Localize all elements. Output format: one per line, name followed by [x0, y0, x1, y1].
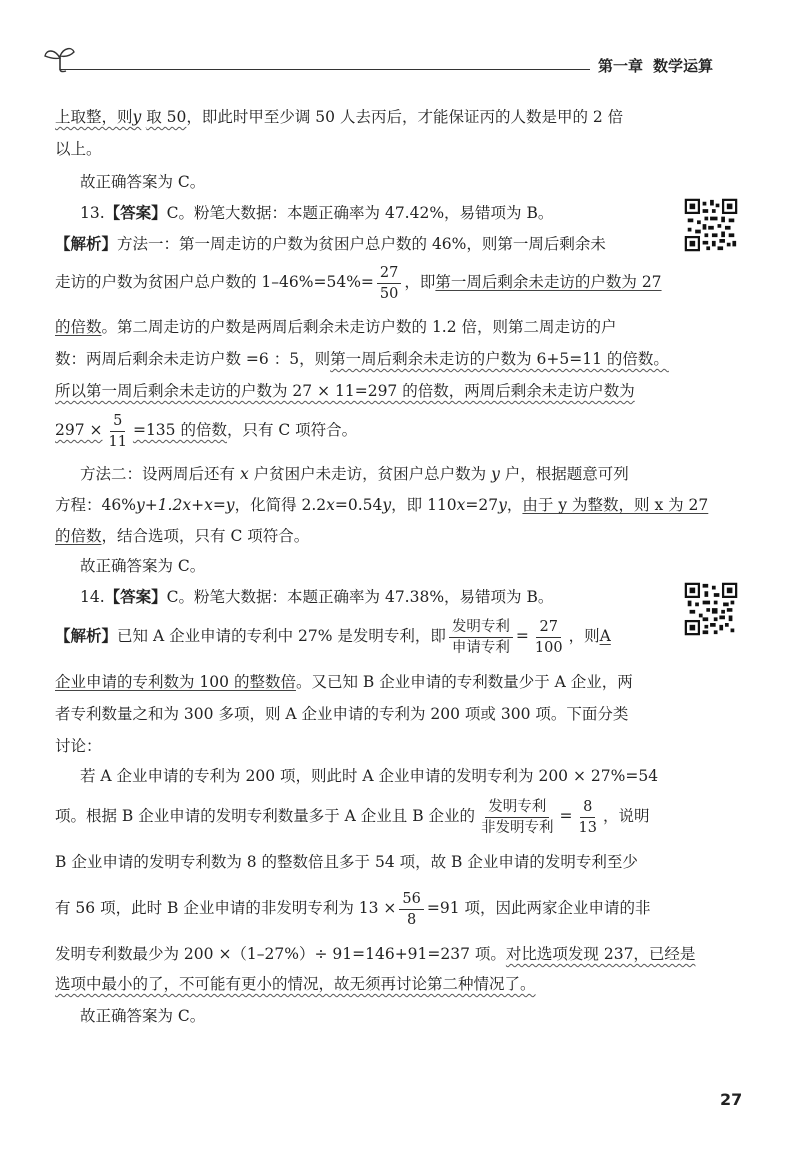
text-line: 发明专利数最少为 200 ×（1–27%）÷ 91=146+91=237 项。对比选项发现 237，已经是 — [55, 945, 696, 963]
text-line: 者专利数量之和为 300 多项，则 A 企业申请的专利为 200 项或 300 项。下面分类 — [55, 705, 629, 723]
text-line: 的倍数，结合选项，只有 C 项符合。 — [55, 527, 310, 545]
text-line: 297 × $\frac{5}{11}$ =135 的倍数，只有 C 项符合。 — [55, 412, 358, 450]
text-line: 方法二：设两周后还有 x 户贫困户未走访，贫困户总户数为 y 户，根据题意可列 — [80, 465, 629, 483]
fraction: $\frac{\text{发明专利}}{\text{非发明专利}}$ — [481, 798, 554, 836]
text-line: 的倍数。第二周走访的户数是两周后剩余未走访户数的 1.2 倍，则第二周走访的户 — [55, 318, 617, 336]
fraction: $\frac{8}{13}$ — [578, 798, 597, 836]
text-line: 讨论： — [55, 737, 102, 755]
fraction: $\frac{27}{50}$ — [377, 263, 401, 304]
text-line: 企业申请的专利数为 100 的整数倍。又已知 B 企业申请的专利数量少于 A 企业，两 — [55, 673, 633, 691]
text-line: 若 A 企业申请的专利为 200 项，则此时 A 企业申请的发明专利为 200 × 27%=54 — [80, 767, 659, 785]
text-line: 故正确答案为 C。 — [80, 557, 206, 575]
text-line: 所以第一周后剩余未走访的户数为 27 × 11=297 的倍数，两周后剩余未走访户数为 — [55, 382, 635, 400]
page-number: 27 — [720, 1090, 743, 1109]
fraction: $\frac{27}{100}$ — [534, 618, 563, 656]
text-line: 以上。 — [55, 140, 102, 158]
fraction: $\frac{5}{11}$ — [108, 412, 127, 450]
text-line: B 企业申请的发明专利数为 8 的整数倍且多于 54 项，故 B 企业申请的发明专利至少 — [55, 853, 638, 871]
text-line: 上取整，则y 取 50，即此时甲至少调 50 人去丙后，才能保证丙的人数是甲的 2 倍 — [55, 108, 624, 126]
text-line: 有 56 项，此时 B 企业申请的非发明专利为 13 × $\frac{56}{8}$ =91 项，因此两家企业申请的非 — [55, 890, 651, 928]
fraction: $\frac{\text{发明专利}}{\text{申请专利}}$ — [449, 617, 513, 658]
analysis-14: 【解析】已知 A 企业申请的专利中 27% 是发明专利，即 $\frac{\text{发明专利}}{\text{申请专利}}$ = $\frac{27}{100}$ ，则A — [55, 618, 611, 656]
qr-code-icon[interactable] — [684, 198, 738, 252]
chapter-label: 第一章 — [598, 57, 644, 75]
text-line: 项。根据 B 企业申请的发明专利数量多于 A 企业且 B 企业的 $\frac{\text{发明专利}}{\text{非发明专利}}$ = $\frac{8}{13}$ ，说明 — [55, 798, 650, 836]
text-line: 方程：46%y+1.2x+x=y，化简得 2.2x=0.54y，即 110x=27y，由于 y 为整数，则 x 为 27 — [55, 496, 709, 514]
text-line: 故正确答案为 C。 — [80, 1007, 206, 1025]
qr-code-icon[interactable] — [684, 582, 738, 636]
fraction: $\frac{56}{8}$ — [399, 889, 423, 930]
text-line: 数：两周后剩余未走访户数 =6 ：5，则第一周后剩余未走访的户数为 6+5=11 的倍数。 — [55, 350, 669, 368]
text-line: 走访的户数为贫困户总户数的 1–46%=54%= $\frac{27}{50}$ ，即第一周后剩余未走访的户数为 27 — [55, 264, 662, 302]
text-line: 选项中最小的了，不可能有更小的情况，故无须再讨论第二种情况了。 — [55, 975, 536, 993]
answer-13: 13.【答案】C。粉笔大数据：本题正确率为 47.42%，易错项为 B。 — [80, 204, 554, 222]
chapter-title: 数学运算 — [653, 57, 714, 75]
analysis-13: 【解析】方法一：第一周走访的户数为贫困户总户数的 46%，则第一周后剩余未 — [55, 235, 606, 253]
text-line: 故正确答案为 C。 — [80, 173, 206, 191]
answer-14: 14.【答案】C。粉笔大数据：本题正确率为 47.38%，易错项为 B。 — [80, 588, 554, 606]
header-rule — [60, 69, 590, 70]
chapter-header — [598, 55, 723, 76]
